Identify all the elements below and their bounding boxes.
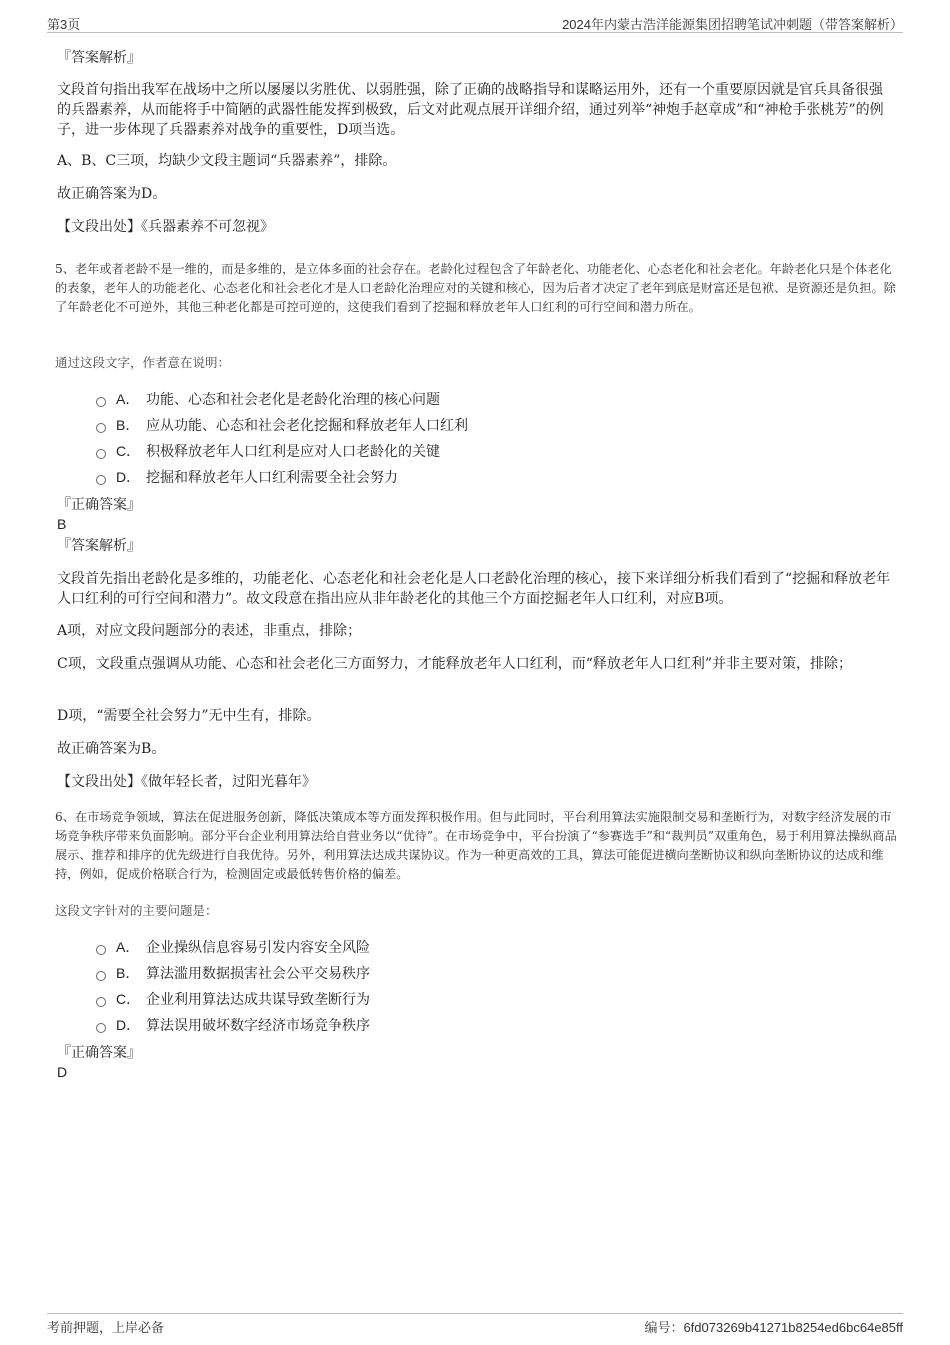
q4-analysis-paragraph-1: 文段首句指出我军在战场中之所以屡屡以劣胜优、以弱胜强，除了正确的战略指导和谋略运用外，还有一个重要原因就是官兵具备很强的兵器素养，从而能将手中简陋的武器性能发挥到极致，后文对此观点展开详细介绍，通过列举“神炮手赵章成”和“神枪手张桃芳”的例子，进一步体现了兵器素养对战争的重要性，D项当选。 — [57, 82, 884, 138]
page-header — [47, 14, 903, 33]
q4-analysis-paragraph-2: A、B、C三项，均缺少文段主题词“兵器素养”，排除。 — [57, 153, 397, 169]
q5-stem: 5、老年或者老龄不是一维的，而是多维的，是立体多面的社会存在。老龄化过程包含了年龄老化、功能老化、心态老化和社会老化。年龄老化只是个体老化的表象，老年人的功能老化、心态老化和社会老化才是人口老龄化治理应对的关键和核心，因为后者才决定了老年到底是财富还是包袱、是资源还是负担。除了年龄老化不可逆外，其他三种老化都是可控可逆的，这使我们看到了挖掘和释放老年人口红利的可行空间和潜力所在。 — [55, 262, 896, 314]
radio-icon[interactable] — [96, 945, 106, 955]
q5-answer: B — [57, 516, 67, 532]
q5-option-c[interactable]: C． 积极释放老年人口红利是应对人口老龄化的关键 — [96, 441, 440, 462]
q6-question: 这段文字针对的主要问题是： — [55, 903, 218, 918]
q5-answer-label: 『正确答案』 — [57, 497, 141, 513]
q5-analysis-paragraph-4: D项，“需要全社会努力”无中生有，排除。 — [57, 708, 321, 724]
q6-option-c[interactable]: C． 企业利用算法达成共谋导致垄断行为 — [96, 989, 370, 1010]
radio-icon[interactable] — [96, 449, 106, 459]
q5-option-b[interactable]: B． 应从功能、心态和社会老化挖掘和释放老年人口红利 — [96, 415, 468, 436]
q6-option-b[interactable]: B． 算法滥用数据损害社会公平交易秩序 — [96, 963, 370, 984]
q4-analysis-label: 『答案解析』 — [57, 50, 141, 66]
q6-option-d[interactable]: D． 算法误用破坏数字经济市场竞争秩序 — [96, 1015, 370, 1036]
q5-analysis-paragraph-1: 文段首先指出老龄化是多维的，功能老化、心态老化和社会老化是人口老龄化治理的核心，接下来详细分析我们看到了“挖掘和释放老年人口红利的可行空间和潜力”。故文段意在指出应从非年龄老化的其他三个方面挖掘老年人口红利，对应B项。 — [57, 571, 891, 607]
footer-slogan: 考前押题，上岸必备 — [47, 1320, 165, 1335]
q5-analysis-paragraph-5: 故正确答案为B。 — [57, 741, 166, 757]
q5-analysis-paragraph-2: A项，对应文段问题部分的表述，非重点，排除； — [57, 623, 362, 639]
document-title: 2024年内蒙古浩洋能源集团招聘笔试冲刺题（带答案解析） — [562, 17, 903, 32]
q5-source: 【文段出处】《做年轻长者，过阳光暮年》 — [57, 774, 316, 790]
radio-icon[interactable] — [96, 397, 106, 407]
radio-icon[interactable] — [96, 997, 106, 1007]
q6-answer: D — [57, 1064, 68, 1080]
radio-icon[interactable] — [96, 971, 106, 981]
radio-icon[interactable] — [96, 475, 106, 485]
page-footer — [47, 1313, 903, 1334]
q6-option-a[interactable]: A． 企业操纵信息容易引发内容安全风险 — [96, 937, 370, 958]
q5-question: 通过这段文字，作者意在说明： — [55, 355, 231, 370]
q5-analysis-paragraph-3: C项，文段重点强调从功能、心态和社会老化三方面努力，才能释放老年人口红利，而“释放老年人口红利”并非主要对策，排除； — [57, 656, 853, 672]
q4-analysis-paragraph-3: 故正确答案为D。 — [57, 186, 167, 202]
footer-code: 编号：6fd073269b41271b8254ed6bc64e85ff — [644, 1320, 903, 1335]
q6-answer-label: 『正确答案』 — [57, 1045, 141, 1061]
radio-icon[interactable] — [96, 423, 106, 433]
q5-analysis-label: 『答案解析』 — [57, 538, 141, 554]
q6-stem: 6、在市场竞争领域，算法在促进服务创新，降低决策成本等方面发挥积极作用。但与此同时，平台利用算法实施限制交易和垄断行为，对数字经济发展的市场竞争秩序带来负面影响。部分平台企业利用算法给自营业务以“优待”。在市场竞争中，平台扮演了“参赛选手”和“裁判员”双重角色，易于利用算法操纵商品展示、推荐和排序的优先级进行自我优待。另外，利用算法达成共谋协议。作为一种更高效的工具，算法可能促进横向垄断协议和纵向垄断协议的达成和维持，例如，促成价格联合行为，检测固定或最低转售价格的偏差。 — [55, 810, 897, 881]
radio-icon[interactable] — [96, 1023, 106, 1033]
page-number: 第3页 — [47, 17, 81, 32]
q4-source: 【文段出处】《兵器素养不可忽视》 — [57, 219, 274, 235]
q5-option-d[interactable]: D． 挖掘和释放老年人口红利需要全社会努力 — [96, 467, 398, 488]
q5-option-a[interactable]: A． 功能、心态和社会老化是老龄化治理的核心问题 — [96, 389, 440, 410]
